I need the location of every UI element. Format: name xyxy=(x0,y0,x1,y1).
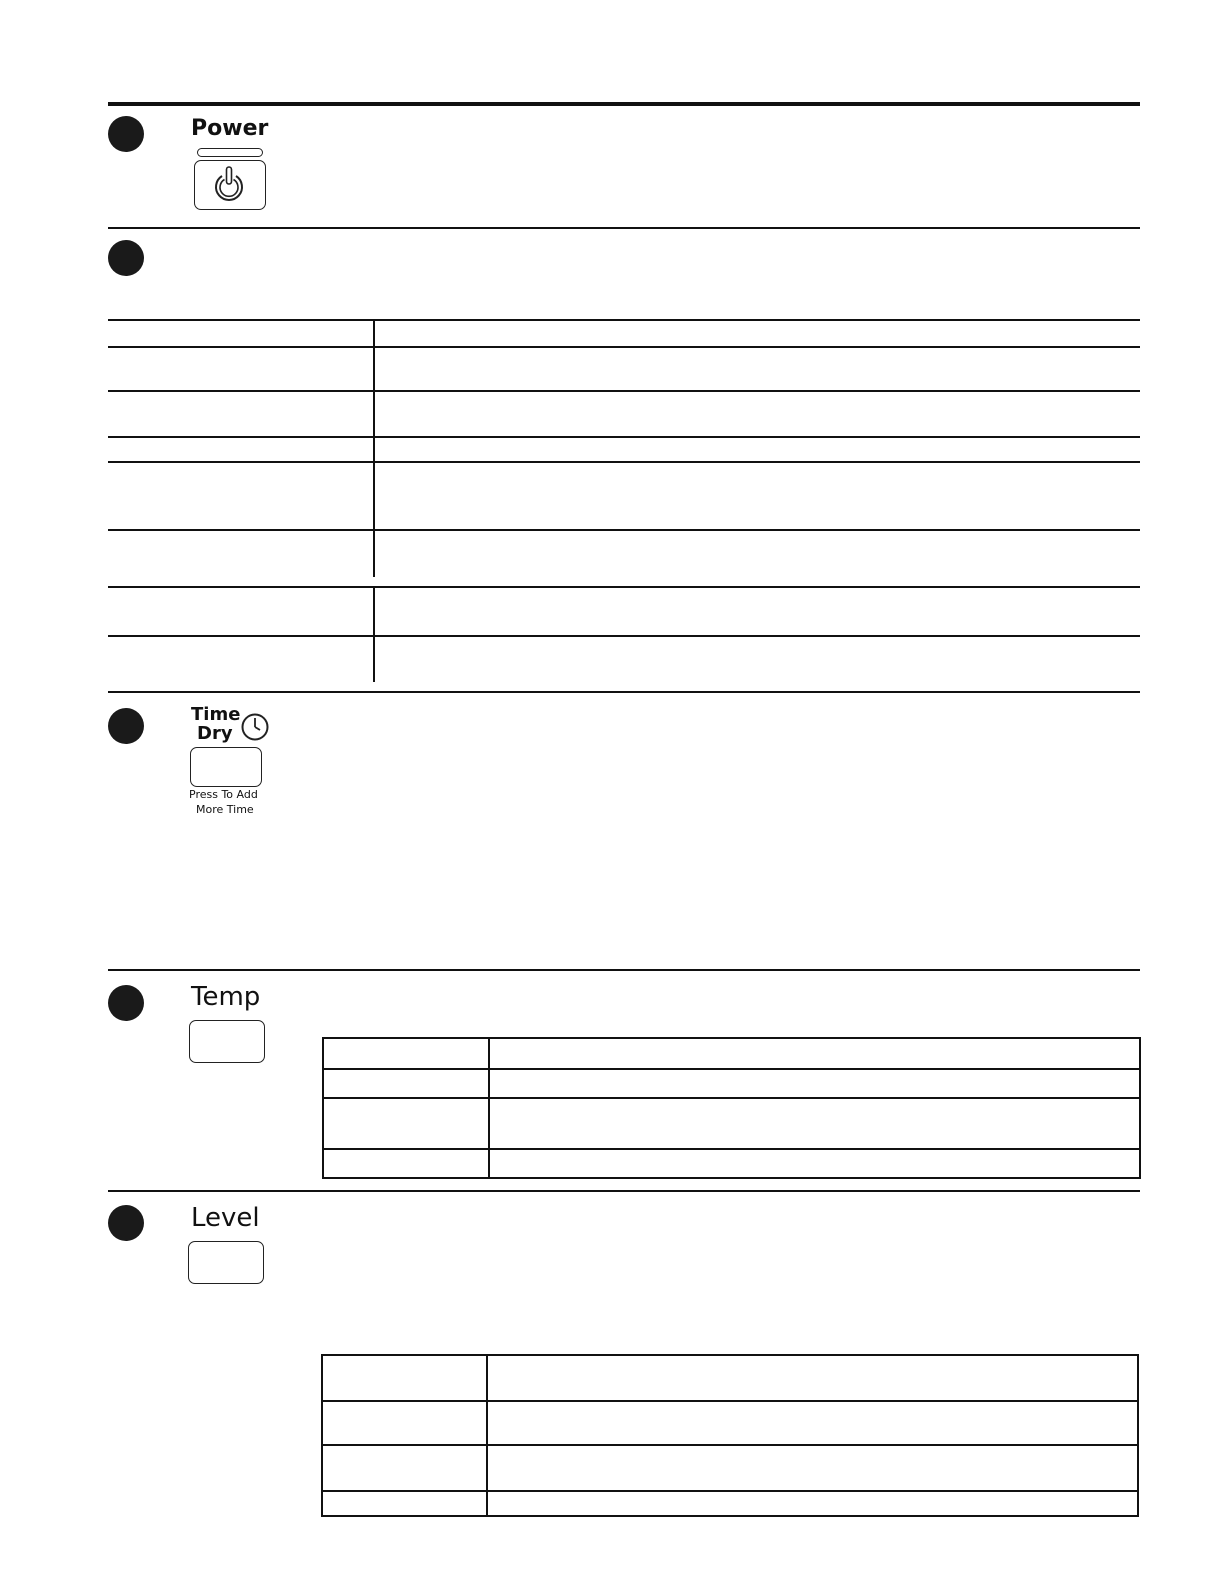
time-dry-button[interactable] xyxy=(190,747,262,787)
time-dry-caption-line1: Press To Add xyxy=(189,788,258,801)
level-table-divider xyxy=(486,1354,488,1517)
level-table-rule-2 xyxy=(321,1444,1139,1446)
section-bullet-power xyxy=(108,116,144,152)
clock-icon xyxy=(240,712,270,742)
temp-label: Temp xyxy=(191,982,261,1012)
time-dry-caption-line2: More Time xyxy=(196,803,254,816)
temp-table-bottom xyxy=(322,1177,1141,1179)
cycle-table-rule-2 xyxy=(108,390,1140,392)
time-dry-label-line1: Time xyxy=(191,704,241,725)
temp-table-rule-1 xyxy=(322,1068,1141,1070)
top-rule xyxy=(108,102,1140,106)
cycle-table-rule-5 xyxy=(108,529,1140,531)
temp-button[interactable] xyxy=(189,1020,265,1063)
section-rule-4 xyxy=(108,1190,1140,1192)
level-table-right xyxy=(1137,1354,1139,1517)
temp-table-rule-2 xyxy=(322,1097,1141,1099)
section-rule-2 xyxy=(108,691,1140,693)
level-table-top xyxy=(321,1354,1139,1356)
cycle-table-rule-6 xyxy=(108,586,1140,588)
cycle-table-rule-4 xyxy=(108,461,1140,463)
section-bullet-cycles xyxy=(108,240,144,276)
temp-table-rule-3 xyxy=(322,1148,1141,1150)
level-button[interactable] xyxy=(188,1241,264,1284)
temp-table-left xyxy=(322,1037,324,1179)
section-rule-3 xyxy=(108,969,1140,971)
section-bullet-time-dry xyxy=(108,708,144,744)
level-table-rule-3 xyxy=(321,1490,1139,1492)
time-dry-label-line2: Dry xyxy=(197,723,233,744)
cycle-table-divider-a xyxy=(373,319,375,577)
cycle-table-rule-0 xyxy=(108,319,1140,321)
temp-table-divider xyxy=(488,1037,490,1179)
level-table-bottom xyxy=(321,1515,1139,1517)
temp-table-right xyxy=(1139,1037,1141,1179)
power-label: Power xyxy=(191,116,269,141)
power-button[interactable] xyxy=(194,160,266,210)
power-indicator-light xyxy=(197,148,263,157)
temp-table-top xyxy=(322,1037,1141,1039)
power-icon xyxy=(193,159,265,209)
cycle-table-rule-1 xyxy=(108,346,1140,348)
level-label: Level xyxy=(191,1203,260,1233)
level-table-rule-1 xyxy=(321,1400,1139,1402)
section-rule-1 xyxy=(108,227,1140,229)
section-bullet-temp xyxy=(108,985,144,1021)
level-table-left xyxy=(321,1354,323,1517)
section-bullet-level xyxy=(108,1205,144,1241)
cycle-table-rule-3 xyxy=(108,436,1140,438)
cycle-table-rule-7 xyxy=(108,635,1140,637)
cycle-table-divider-b xyxy=(373,586,375,682)
